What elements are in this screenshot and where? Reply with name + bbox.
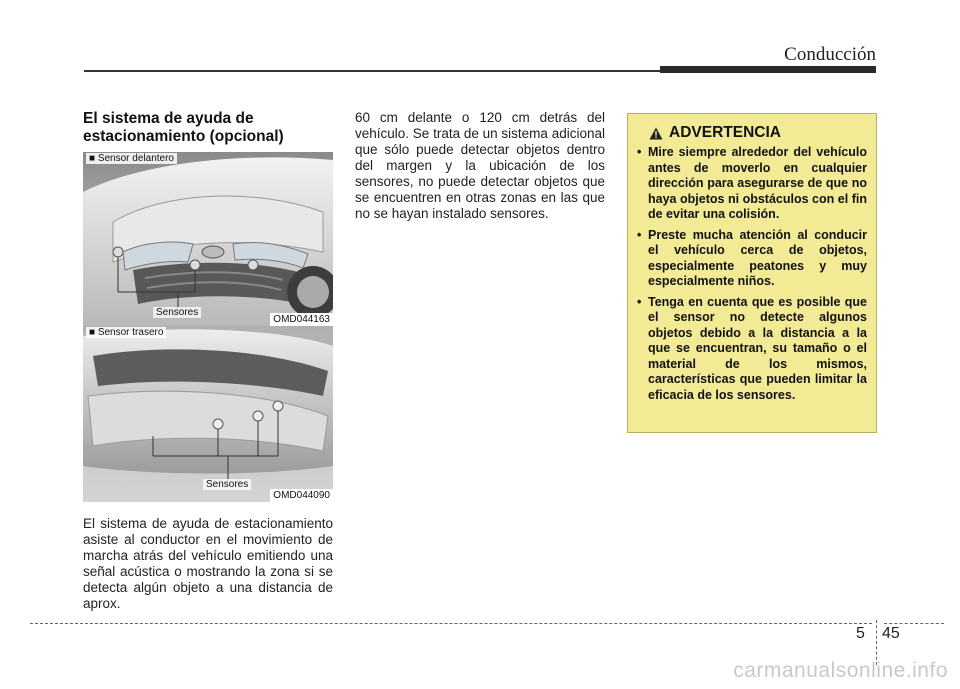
rear-sensor-label: ■ Sensor trasero (86, 327, 166, 338)
chapter-number: 5 (856, 625, 865, 642)
rear-sensor-figure (83, 326, 333, 502)
header-rule (84, 70, 664, 72)
warning-title: ADVERTENCIA (669, 124, 781, 141)
page-heading: El sistema de ayuda de estacionamiento (opcional) (83, 110, 284, 145)
front-car-illustration (83, 152, 333, 326)
footer-rule-right (884, 623, 944, 624)
warning-item: • Preste mucha atención al conducir el vehículo cerca de objetos, especialmente peatones y muy especialmente niños. (637, 228, 867, 290)
warning-item: • Mire siempre alrededor del vehículo antes de moverlo en cualquier dirección para asegurarse de que no haya objetos ni obstáculos con el fin de evitar una colisión. (637, 145, 867, 223)
left-column (83, 110, 333, 146)
watermark: carmanualsonline.info (733, 659, 948, 682)
warning-box (627, 113, 877, 433)
front-sensors-label: Sensores (153, 307, 201, 318)
middle-paragraph: 60 cm delante o 120 cm detrás del vehículo. Se trata de un sistema adicional que sólo puede detectar objetos dentro del margen y la ubicación de los sensores, no puede detectar objetos que se encuentren en otras zonas en las que no se hayan instalado sensores. (355, 110, 605, 221)
front-sensor-label: ■ Sensor delantero (86, 153, 177, 164)
page-number: 45 (882, 625, 900, 642)
warning-list (637, 145, 867, 403)
rear-sensors-label: Sensores (203, 479, 251, 490)
footer-rule (30, 623, 872, 624)
front-figure-code: OMD044163 (270, 313, 333, 326)
rear-figure-code: OMD044090 (270, 489, 333, 502)
intro-paragraph: El sistema de ayuda de estacionamiento asiste al conductor en el movimiento de marcha atrás del vehículo emitiendo una señal acústica o mostrando la zona si se detecta algún objeto a una distancia de aprox. (83, 516, 333, 611)
header-rule-accent (660, 66, 876, 73)
warning-item: • Tenga en cuenta que es posible que el sensor no detecte algunos objetos debido a la distancia a la que se encuentran, su tamaño o el material de los mismos, características que pueden limitar la eficacia de los sensores. (637, 295, 867, 404)
front-sensor-figure (83, 152, 333, 326)
warning-header (649, 124, 867, 142)
rear-car-illustration (83, 326, 333, 502)
warning-icon (649, 127, 663, 140)
section-title: Conducción (784, 44, 876, 65)
